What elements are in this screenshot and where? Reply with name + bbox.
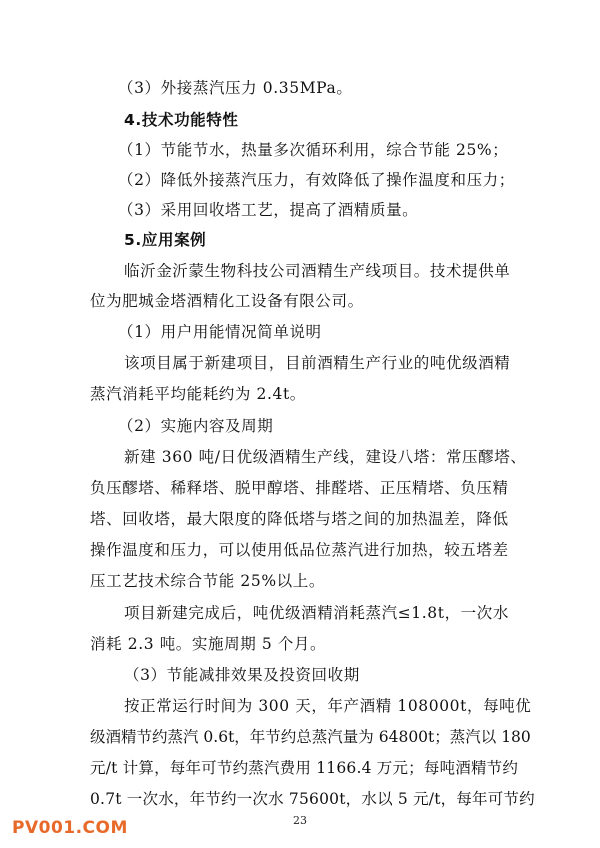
text-line: （3）外接蒸汽压力 0.35MPa。 <box>118 79 353 97</box>
text-line: 操作温度和压力，可以使用低品位蒸汽进行加热，较五塔差 <box>90 541 509 559</box>
text-line: 蒸汽消耗平均能耗约为 2.4t。 <box>90 385 306 403</box>
text-line: 新建 360 吨/日优级酒精生产线，建设八塔：常压醪塔、 <box>124 448 527 466</box>
text-line: （2）降低外接蒸汽压力，有效降低了操作温度和压力； <box>118 171 515 189</box>
watermark-logo: PV001.COM <box>12 818 128 838</box>
text-line: 元/t 计算，每年可节约蒸汽费用 1166.4 万元；每吨酒精节约 <box>90 759 519 777</box>
text-line: 塔、回收塔，最大限度的降低塔与塔之间的加热温差，降低 <box>90 510 509 528</box>
text-line: 压工艺技术综合节能 25%以上。 <box>90 572 325 590</box>
text-line: 负压醪塔、稀释塔、脱甲醇塔、排醛塔、正压精塔、负压精 <box>90 479 509 497</box>
text-line: （3）采用回收塔工艺，提高了酒精质量。 <box>118 201 419 219</box>
section-heading: 4.技术功能特性 <box>124 111 239 129</box>
text-line: 位为肥城金塔酒精化工设备有限公司。 <box>90 292 364 310</box>
text-line: （2）实施内容及周期 <box>118 417 274 435</box>
text-line: 项目新建完成后，吨优级酒精消耗蒸汽≤1.8t，一次水 <box>124 604 509 622</box>
text-line: 按正常运行时间为 300 天，年产酒精 108000t，每吨优 <box>124 697 532 715</box>
text-line: 级酒精节约蒸汽 0.6t，年节约总蒸汽量为 64800t；蒸汽以 180 <box>90 728 531 746</box>
text-line: 临沂金沂蒙生物科技公司酒精生产线项目。技术提供单 <box>124 262 511 280</box>
text-line: （1）用户用能情况简单说明 <box>118 323 322 341</box>
text-line: 该项目属于新建项目，目前酒精生产行业的吨优级酒精 <box>124 354 511 372</box>
text-line: （3）节能减排效果及投资回收期 <box>124 666 360 684</box>
section-heading: 5.应用案例 <box>124 231 207 249</box>
page-number: 23 <box>293 814 307 827</box>
text-line: （1）节能节水，热量多次循环利用，综合节能 25%； <box>118 141 509 159</box>
text-line: 消耗 2.3 吨。实施周期 5 个月。 <box>90 635 327 653</box>
text-line: 0.7t 一次水，年节约一次水 75600t，水以 5 元/t，每年可节约 <box>90 790 535 808</box>
